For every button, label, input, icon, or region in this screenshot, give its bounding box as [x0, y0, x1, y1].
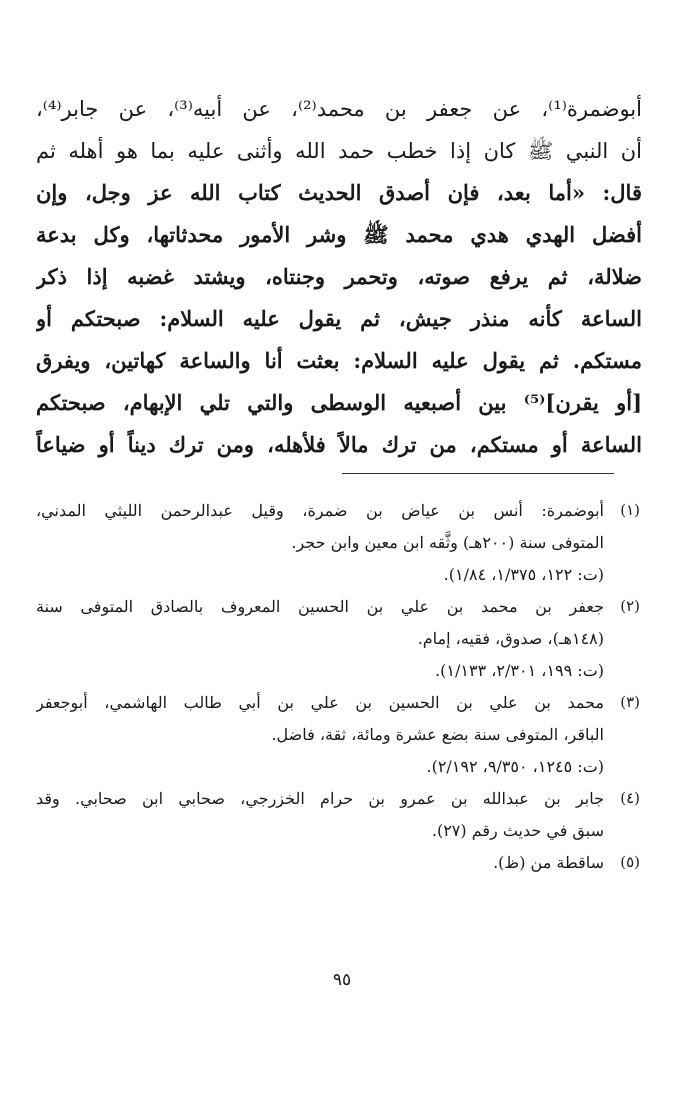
body-line: ضلالة، ثم يرفع صوته، وتحمر وجنتاه، ويشتد غضبه إذا ذكر: [36, 264, 642, 289]
footnote-1: [36, 494, 642, 590]
footnote-line: ساقطة من (ظ).: [493, 853, 604, 872]
footnote-line: محمد بن علي بن الحسين بن علي بن أبي طالب الهاشمي، أبوجعفر: [36, 693, 604, 712]
body-line: [أو يقرن]⁽⁵⁾ بين أصبعيه الوسطى والتي تلي الإبهام، صبحتكم: [36, 390, 642, 415]
body-line: الساعة أو مستكم، من ترك مالاً فلأهله، ومن ترك ديناً أو ضياعاً: [36, 432, 642, 457]
body-line: أبوضمرة⁽¹⁾، عن جعفر بن محمد⁽²⁾، عن أبيه⁽³⁾، عن جابر⁽⁴⁾،: [36, 97, 642, 121]
body-line: أن النبي ﷺ كان إذا خطب حمد الله وأثنى عليه بما هو أهله ثم: [36, 139, 642, 163]
footnote-4: [36, 782, 642, 846]
footnote-divider: [342, 473, 614, 474]
footnote-5: [36, 846, 642, 878]
footnote-line: أبوضمرة: أنس بن عياض بن ضمرة، وقيل عبدالرحمن الليثي المدني،: [36, 501, 604, 520]
footnotes: [36, 494, 642, 878]
footnote-line: المتوفى سنة (٢٠٠هـ) وثَّقه ابن معين وابن حجر.: [291, 533, 604, 552]
body-line: أفضل الهدي هدي محمد ﷺ وشر الأمور محدثاتها، وكل بدعة: [36, 222, 642, 247]
footnote-2: [36, 590, 642, 686]
body-line: مستكم. ثم يقول عليه السلام: بعثت أنا والساعة كهاتين، ويفرق: [36, 348, 642, 373]
footnote-line: (١٤٨هـ)، صدوق، فقيه، إمام.: [417, 629, 604, 648]
footnote-line: (ت: ١٩٩، ٢/٣٠١، ١/١٣٣).: [435, 661, 604, 680]
footnote-line: الباقر، المتوفى سنة بضع عشرة ومائة، ثقة، فاضل.: [271, 725, 604, 744]
footnote-number: (٤): [620, 789, 640, 807]
footnote-line: (ت: ١٢٤٥، ٩/٣٥٠، ٢/١٩٢).: [426, 757, 604, 776]
footnote-line: جابر بن عبدالله بن عمرو بن حرام الخزرجي، صحابي ابن صحابي. وقد: [36, 789, 604, 808]
footnote-line: (ت: ١٢٢، ١/٣٧٥، ١/٨٤).: [443, 565, 604, 584]
footnote-3: [36, 686, 642, 782]
main-text: [36, 88, 642, 466]
footnote-line: جعفر بن محمد بن علي بن الحسين المعروف بالصادق المتوفى سنة: [36, 597, 604, 616]
footnote-line: سبق في حديث رقم (٢٧).: [431, 821, 604, 840]
footnote-number: (١): [620, 501, 640, 519]
body-line: قال: «أما بعد، فإن أصدق الحديث كتاب الله عز وجل، وإن: [36, 180, 642, 205]
body-line: الساعة كأنه منذر جيش، ثم يقول عليه السلام: صبحتكم أو: [36, 306, 642, 331]
footnote-number: (٣): [620, 693, 640, 711]
footnote-number: (٥): [620, 853, 640, 871]
page-number: ٩٥: [332, 970, 352, 990]
footnote-number: (٢): [620, 597, 640, 615]
